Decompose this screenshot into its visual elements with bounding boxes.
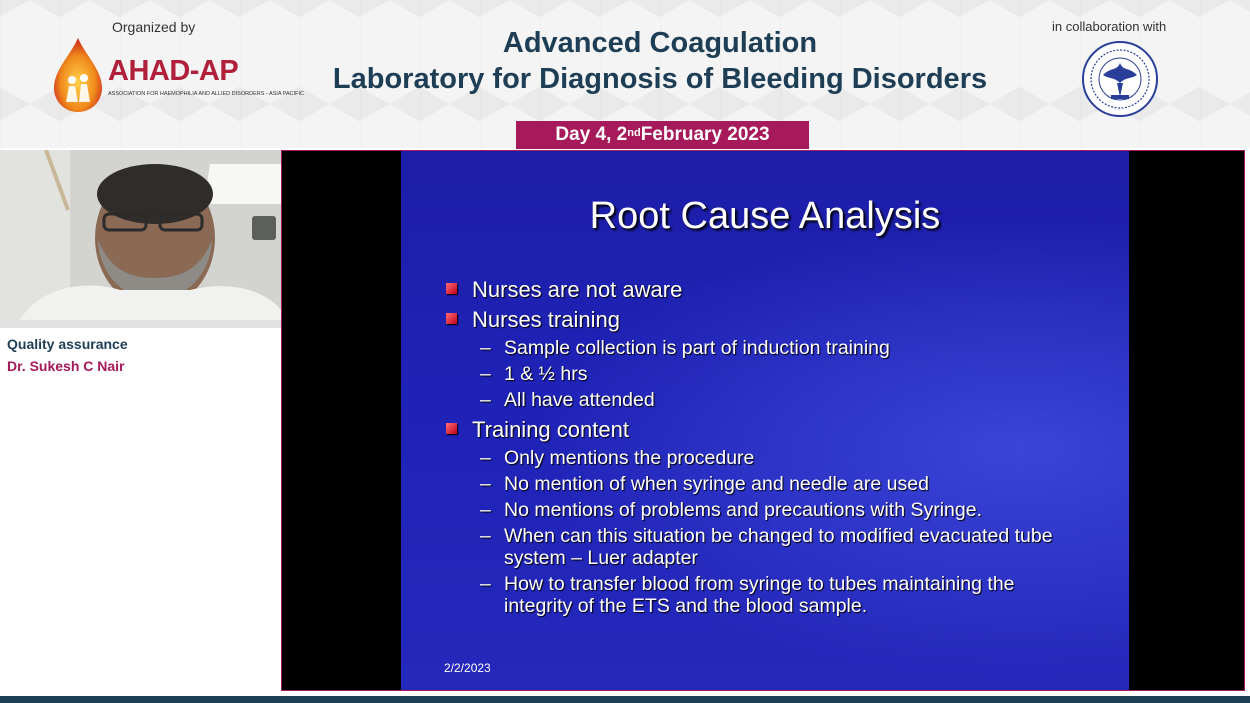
dash-marker: – (480, 363, 491, 385)
event-title-line2: Laboratory for Diagnosis of Bleeding Disorders (332, 63, 988, 95)
presentation-frame (281, 150, 1245, 691)
event-title-line1: Advanced Coagulation (502, 27, 818, 59)
day-prefix: Day 4, 2 (555, 124, 628, 145)
ahad-ap-logo-subtitle: ASSOCIATION FOR HAEMOPHILIA AND ALLIED DISORDERS - ASIA PACIFIC (108, 91, 305, 97)
dash-marker: – (480, 389, 491, 411)
bullet-text: Nurses training (472, 307, 620, 332)
speaker-video-image (0, 150, 281, 320)
dash-marker: – (480, 573, 491, 595)
cmc-vellore-seal-icon (1081, 39, 1159, 119)
bullet-text: Nurses are not aware (472, 277, 683, 302)
bullet-text: Training content (472, 417, 629, 442)
slide-date: 2/2/2023 (444, 661, 491, 675)
sub-bullet-text: Sample collection is part of induction training (504, 337, 890, 359)
sub-bullet-text: All have attended (504, 389, 655, 411)
day-ordinal: nd (627, 127, 641, 139)
organized-by-label: Organized by (112, 19, 196, 35)
red-square-bullet-icon (446, 313, 457, 324)
dash-marker: – (480, 499, 491, 521)
sub-bullet-text: When can this situation be changed to modified evacuated tube system – Luer adapter (504, 525, 1053, 569)
sub-bullet-text: No mentions of problems and precautions with Syringe. (504, 499, 982, 521)
dash-marker: – (480, 447, 491, 469)
red-square-bullet-icon (446, 283, 457, 294)
session-topic: Quality assurance (7, 336, 128, 352)
video-divider (0, 320, 281, 328)
sub-bullet-text: No mention of when syringe and needle are used (504, 473, 929, 495)
speaker-name: Dr. Sukesh C Nair (7, 358, 125, 374)
sub-bullet-text: Only mentions the procedure (504, 447, 755, 469)
day-suffix: February 2023 (640, 124, 770, 145)
speaker-video-feed (0, 150, 281, 320)
footer-bar (0, 696, 1250, 703)
collaboration-label: in collaboration with (1052, 19, 1167, 34)
sub-bullet-text: 1 & ½ hrs (504, 363, 588, 385)
presentation-slide (401, 151, 1129, 690)
dash-marker: – (480, 525, 491, 547)
event-header (0, 0, 1250, 148)
day-date-banner (516, 121, 809, 149)
red-square-bullet-icon (446, 423, 457, 434)
dash-marker: – (480, 337, 491, 359)
ahad-ap-logo-text: AHAD-AP (108, 55, 239, 87)
slide-title: Root Cause Analysis (589, 195, 941, 237)
sub-bullet-text: How to transfer blood from syringe to tubes maintaining the integrity of the ETS and the blood sample. (504, 573, 1015, 617)
dash-marker: – (480, 473, 491, 495)
